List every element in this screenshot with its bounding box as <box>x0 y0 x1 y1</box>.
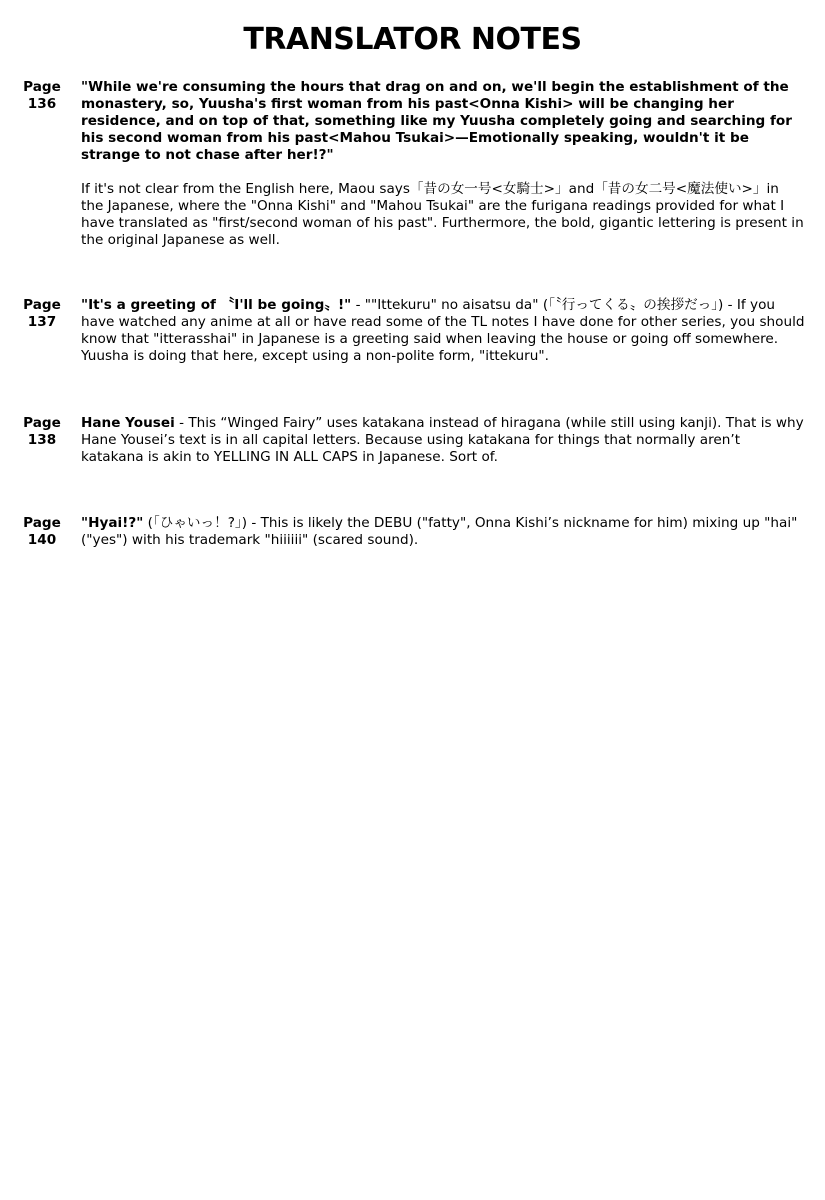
page-word: Page <box>23 415 61 431</box>
page-reference <box>22 415 62 449</box>
note-text: - This “Winged Fairy” uses katakana instead of hiragana (while still using kanji). That is why Hane Yousei’s text is in all capital letters. Because using katakana for things that normally aren’t katakana is akin to YELLING IN ALL CAPS in Japanese. Sort of. <box>81 415 804 465</box>
page-number: 138 <box>27 432 57 448</box>
page-number: 140 <box>27 532 57 548</box>
note-body <box>81 79 805 249</box>
note-paragraph <box>81 297 805 365</box>
note-text: - ""Ittekuru" no aisatsu da" (「〝行ってくる〟の挨拶だっ」) - If you have watched any anime at all or have read some of the TL notes I have done for other series, you should know that "itterasshai" in Japanese is a greeting said when leaving the house or going off somewhere. Yuusha is doing that here, except using a non-polite form, "ittekuru". <box>81 297 805 364</box>
page-number: 136 <box>27 96 57 112</box>
note-body <box>81 297 805 365</box>
note-explanation: If it's not clear from the English here, Maou says「昔の女一号<女騎士>」and「昔の女二号<魔法使い>」in the Japanese, where the "Onna Kishi" and "Mahou Tsukai" are the furigana readings provided for what I have translated as "first/second woman of his past". Furthermore, the bold, gigantic lettering is present in the original Japanese as well. <box>81 181 804 248</box>
page-word: Page <box>23 297 61 313</box>
note-body <box>81 415 805 466</box>
note-quote: "While we're consuming the hours that drag on and on, we'll begin the establishment of the monastery, so, Yuusha's first woman from his past<Onna Kishi> will be changing her residence, and on top of that, something like my Yuusha completely going and searching for his second woman from his past<Mahou Tsukai>—Emotionally speaking, wouldn't it be strange to not chase after her!?" <box>81 79 792 163</box>
note-term: "Hyai!?" <box>81 515 144 531</box>
note-paragraph <box>81 415 805 466</box>
note-text: (「ひゃいっ！?」) - This is likely the DEBU ("fatty", Onna Kishi’s nickname for him) mixing up "hai" ("yes") with his trademark "hiiiiii" (scared sound). <box>81 515 798 548</box>
note-paragraph <box>81 515 805 549</box>
page-reference <box>22 515 62 549</box>
note-body <box>81 515 805 549</box>
page-word: Page <box>23 515 61 531</box>
page-reference <box>22 297 62 331</box>
note-term: "It's a greeting of 〝I'll be going〟!" <box>81 297 352 313</box>
page-word: Page <box>23 79 61 95</box>
page-reference <box>22 79 62 113</box>
page-title: TRANSLATOR NOTES <box>243 22 582 57</box>
page-number: 137 <box>27 314 57 330</box>
note-term: Hane Yousei <box>81 415 175 431</box>
